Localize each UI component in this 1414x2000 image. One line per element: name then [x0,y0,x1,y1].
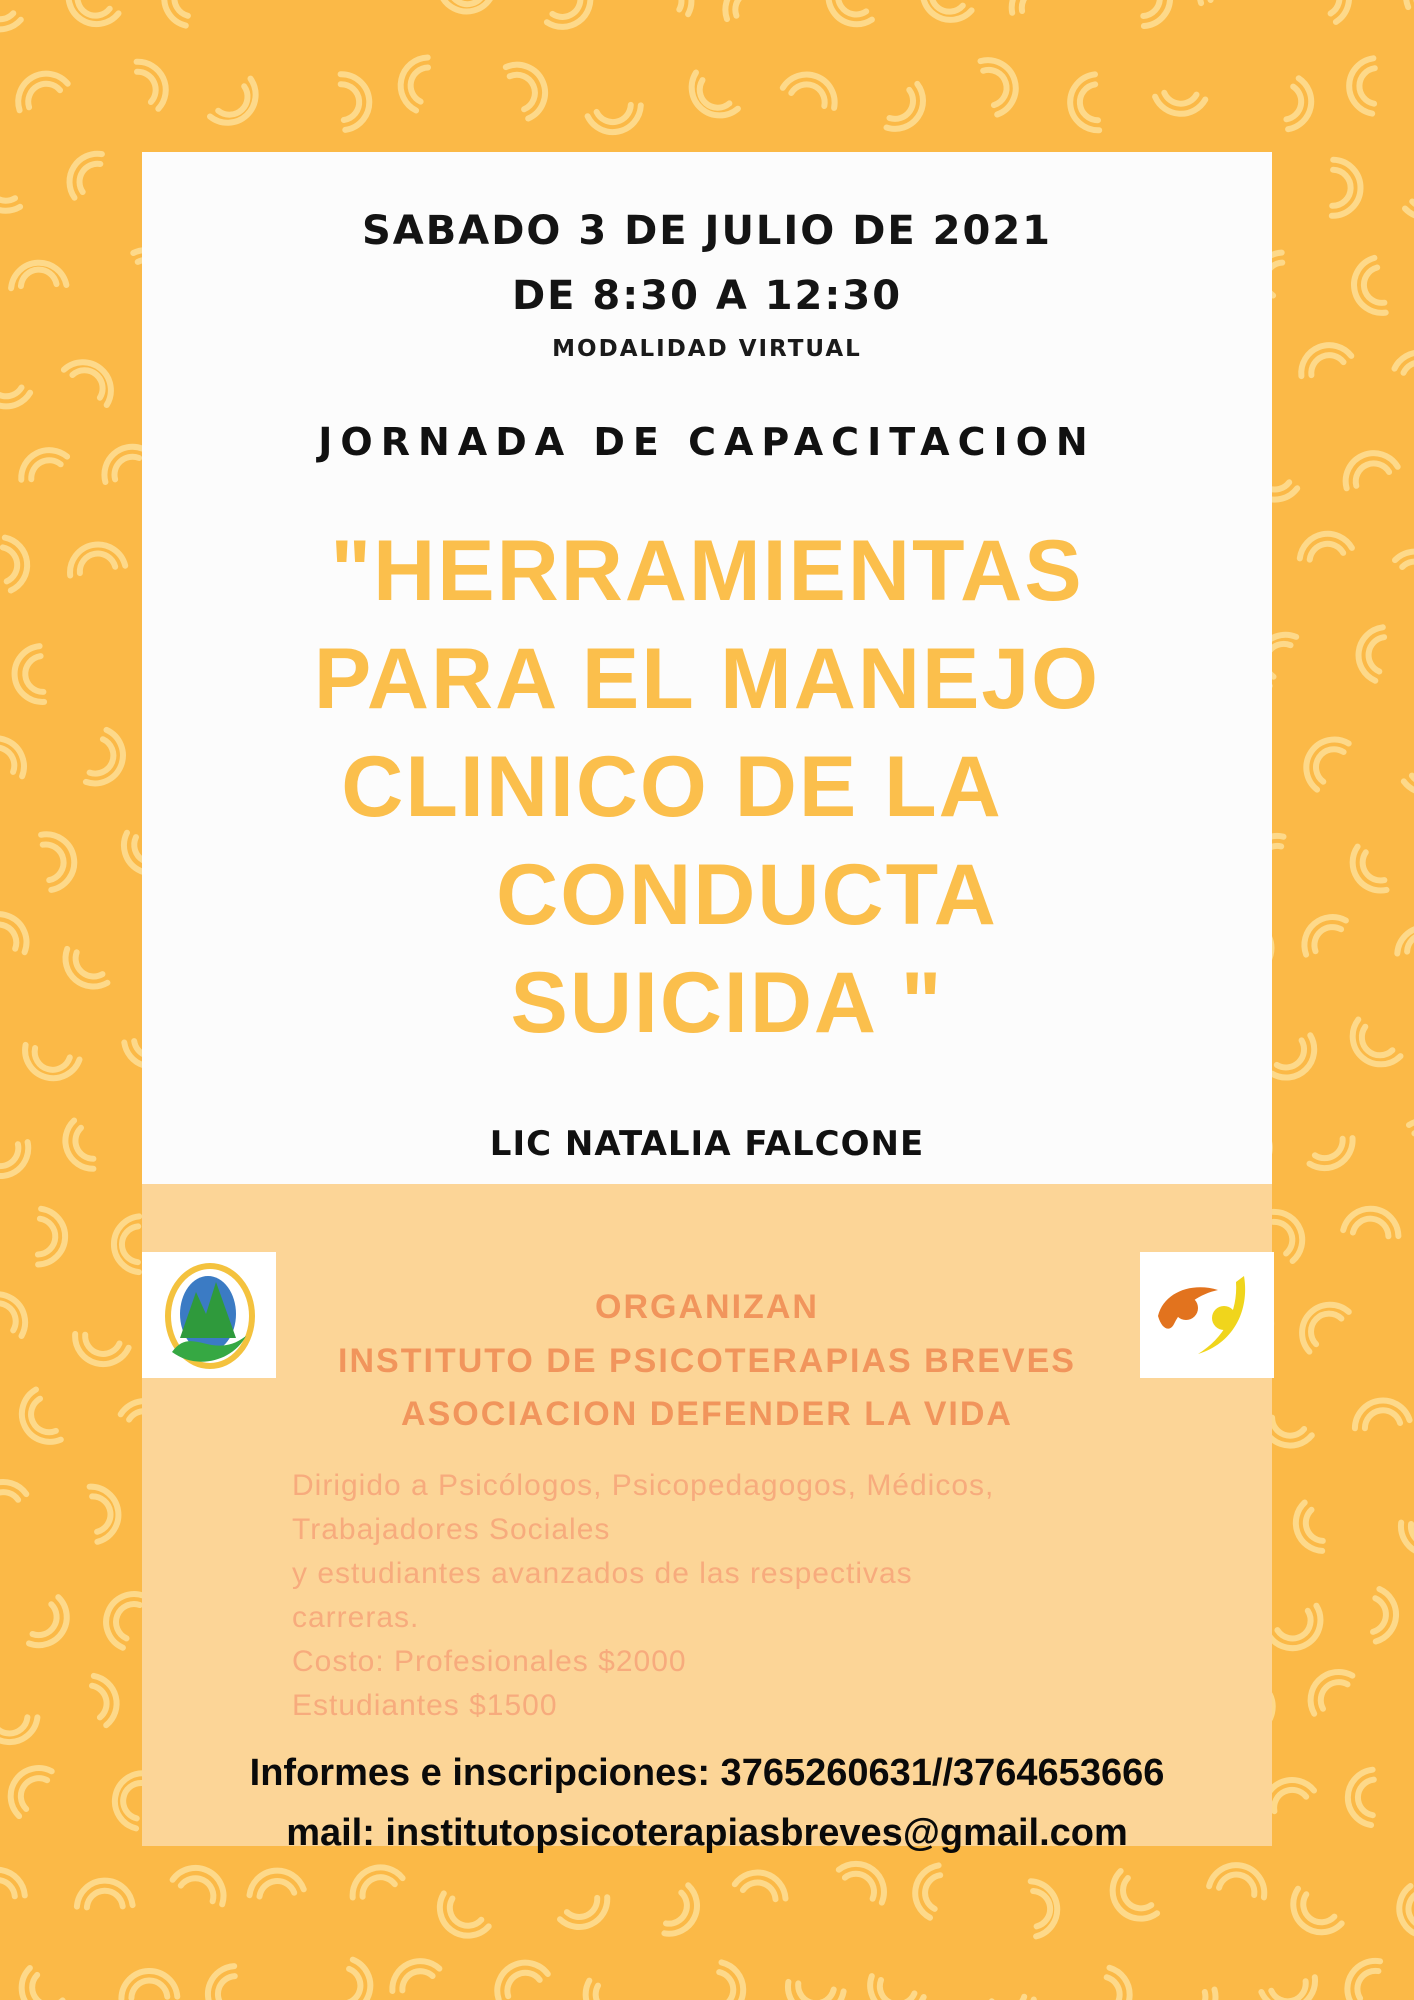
pattern-arc [22,1390,61,1442]
pattern-arc [0,1294,25,1336]
pattern-arc [0,738,24,776]
pattern-arc [392,1961,439,1991]
pattern-arc [719,1962,743,2000]
event-time: DE 8:30 A 12:30 [511,273,903,319]
organizers-heading: ORGANIZAN [595,1288,819,1326]
pattern-arc [137,62,166,109]
pattern-arc [1273,1212,1302,1261]
pattern-arc [0,180,20,211]
pattern-arc [1143,0,1170,26]
pattern-arc [887,84,923,129]
pattern-arc [21,450,67,480]
pattern-arc [1301,345,1351,376]
description-line: Costo: Profesionales $2000 [292,1645,687,1678]
pattern-arc [440,1893,489,1935]
pattern-arc [65,1121,93,1169]
pattern-arc [1309,0,1349,22]
pattern-arc [650,0,691,14]
contact-phones: Informes e inscripciones: 3765260631//3764653666 [249,1752,1165,1794]
pattern-arc [441,0,495,11]
pattern-arc [0,1714,37,1742]
event-type: JORNADA DE CAPACITACION [318,420,1096,464]
pattern-arc [1293,1889,1341,1933]
pattern-arc [1406,0,1414,7]
pattern-arc [915,1865,940,1917]
speaker-name: LIC NATALIA FALCONE [489,1124,925,1164]
pattern-arc [1031,1881,1058,1936]
pattern-arc [3,538,27,591]
pattern-arc [41,834,74,890]
pattern-arc [18,74,67,111]
pattern-arc [38,1209,65,1265]
pattern-arc [783,75,835,108]
pattern-arc [788,1982,844,2000]
pattern-arc [1349,58,1375,113]
description-line: carreras. [292,1601,420,1634]
pattern-arc [829,0,872,24]
pattern-arc [70,154,102,198]
pattern-arc [1261,1977,1315,2000]
pattern-arc [1200,0,1240,3]
pattern-arc [1343,1209,1398,1237]
organizer-association: ASOCIACION DEFENDER LA VIDA [401,1395,1013,1433]
pattern-arc [104,447,142,482]
pattern-arc [923,0,972,20]
pattern-arc [66,949,108,987]
pattern-arc [1209,1865,1264,1897]
pattern-arc [1405,170,1414,217]
pattern-arc [664,1885,697,1933]
pattern-arc [353,1867,403,1897]
pattern-arc [1399,1886,1414,1936]
pattern-arc [15,646,45,702]
event-modality: MODALIDAD VIRTUAL [552,336,862,362]
pattern-arc [1296,1503,1323,1551]
pattern-arc [0,1870,25,1897]
pattern-arc [1310,1138,1353,1168]
pattern-arc [1353,847,1387,891]
title-line-5: SUICIDA " [510,955,944,1051]
pattern-arc [339,1960,370,2000]
pattern-arc [1164,1990,1216,2000]
pattern-arc [86,730,123,783]
pattern-arc [839,1864,884,1903]
pattern-arc [1105,1968,1129,2000]
pattern-arc [586,1981,617,2000]
pattern-arc [25,1045,79,1078]
title-line-3: CLINICO DE LA [341,739,1003,835]
pattern-arc [0,914,26,952]
pattern-arc [401,58,428,111]
pattern-arc [250,1871,304,1897]
pattern-arc [90,1487,119,1542]
pattern-arc [1332,160,1361,216]
pattern-arc [106,1594,143,1648]
pattern-arc [1354,258,1386,313]
pattern-arc [1353,1020,1401,1065]
pattern-arc [981,60,1016,114]
pattern-arc [1404,750,1414,793]
pattern-arc [341,74,370,130]
pattern-arc [692,73,738,116]
pattern-arc [1395,352,1414,376]
pattern-arc [210,79,256,123]
title-line-2: PARA EL MANEJO [313,631,1101,727]
description-line: Dirigido a Psicólogos, Psicopedagogos, Médicos, [292,1469,995,1502]
audience-and-cost [292,1464,1172,1728]
title-line-1: "HERRAMIENTAS [330,523,1084,619]
event-date: SABADO 3 DE JULIO DE 2021 [362,208,1052,254]
pattern-arc [1306,740,1348,790]
pattern-arc [0,1142,28,1176]
pattern-arc [1373,1589,1396,1642]
pattern-arc [1355,1401,1410,1429]
pattern-arc [1300,534,1352,560]
pattern-arc [870,1976,924,2000]
pattern-arc [1347,1961,1380,2000]
pattern-arc [497,1963,547,2000]
pattern-arc [735,1872,786,1899]
title-line-4: CONDUCTA [496,847,998,943]
pattern-arc [0,381,30,407]
pattern-arc [1409,1121,1414,1153]
pattern-arc [560,1897,607,1927]
pattern-arc [547,0,590,27]
pattern-arc [22,1968,70,2000]
pattern-arc [1070,74,1099,130]
pattern-arc [173,1868,224,1904]
organizer-institute: INSTITUTO DE PSICOTERAPIAS BREVES [338,1342,1076,1380]
pattern-arc [1302,1305,1349,1352]
pattern-arc [1269,1606,1320,1648]
pattern-arc [114,1216,139,1272]
pattern-arc [1113,1871,1157,1919]
description-line: Trabajadores Sociales [292,1513,611,1546]
pattern-arc [0,1482,26,1514]
pattern-arc [1401,1523,1414,1555]
pattern-arc [1311,1672,1353,1714]
pattern-arc [1012,0,1059,13]
pattern-arc [29,1597,67,1645]
pattern-arc [208,1966,235,2000]
pattern-arc [506,65,545,119]
pattern-arc [1286,78,1311,129]
pattern-arc [1359,627,1385,680]
pattern-arc [1155,93,1205,114]
pattern-arc [92,1676,117,1725]
pattern-arc [64,362,111,405]
pattern-arc [1346,453,1398,488]
pattern-arc [69,0,119,24]
pattern-arc [77,1881,133,1908]
pattern-arc [725,0,768,19]
pattern-arc [1397,927,1414,953]
pattern-arc [11,263,66,288]
description-line: y estudiantes avanzados de las respectivas [292,1557,913,1590]
pattern-arc [70,545,125,576]
pattern-arc [0,0,21,29]
description-line: Estudiantes $1500 [292,1689,558,1722]
pattern-arc [164,0,199,26]
contact-mail[interactable]: mail: institutopsicoterapiasbreves@gmail.com [286,1812,1128,1854]
pattern-arc [75,1334,128,1364]
pattern-arc [588,105,641,132]
pattern-arc [1395,552,1414,584]
pattern-arc [121,1971,177,1999]
